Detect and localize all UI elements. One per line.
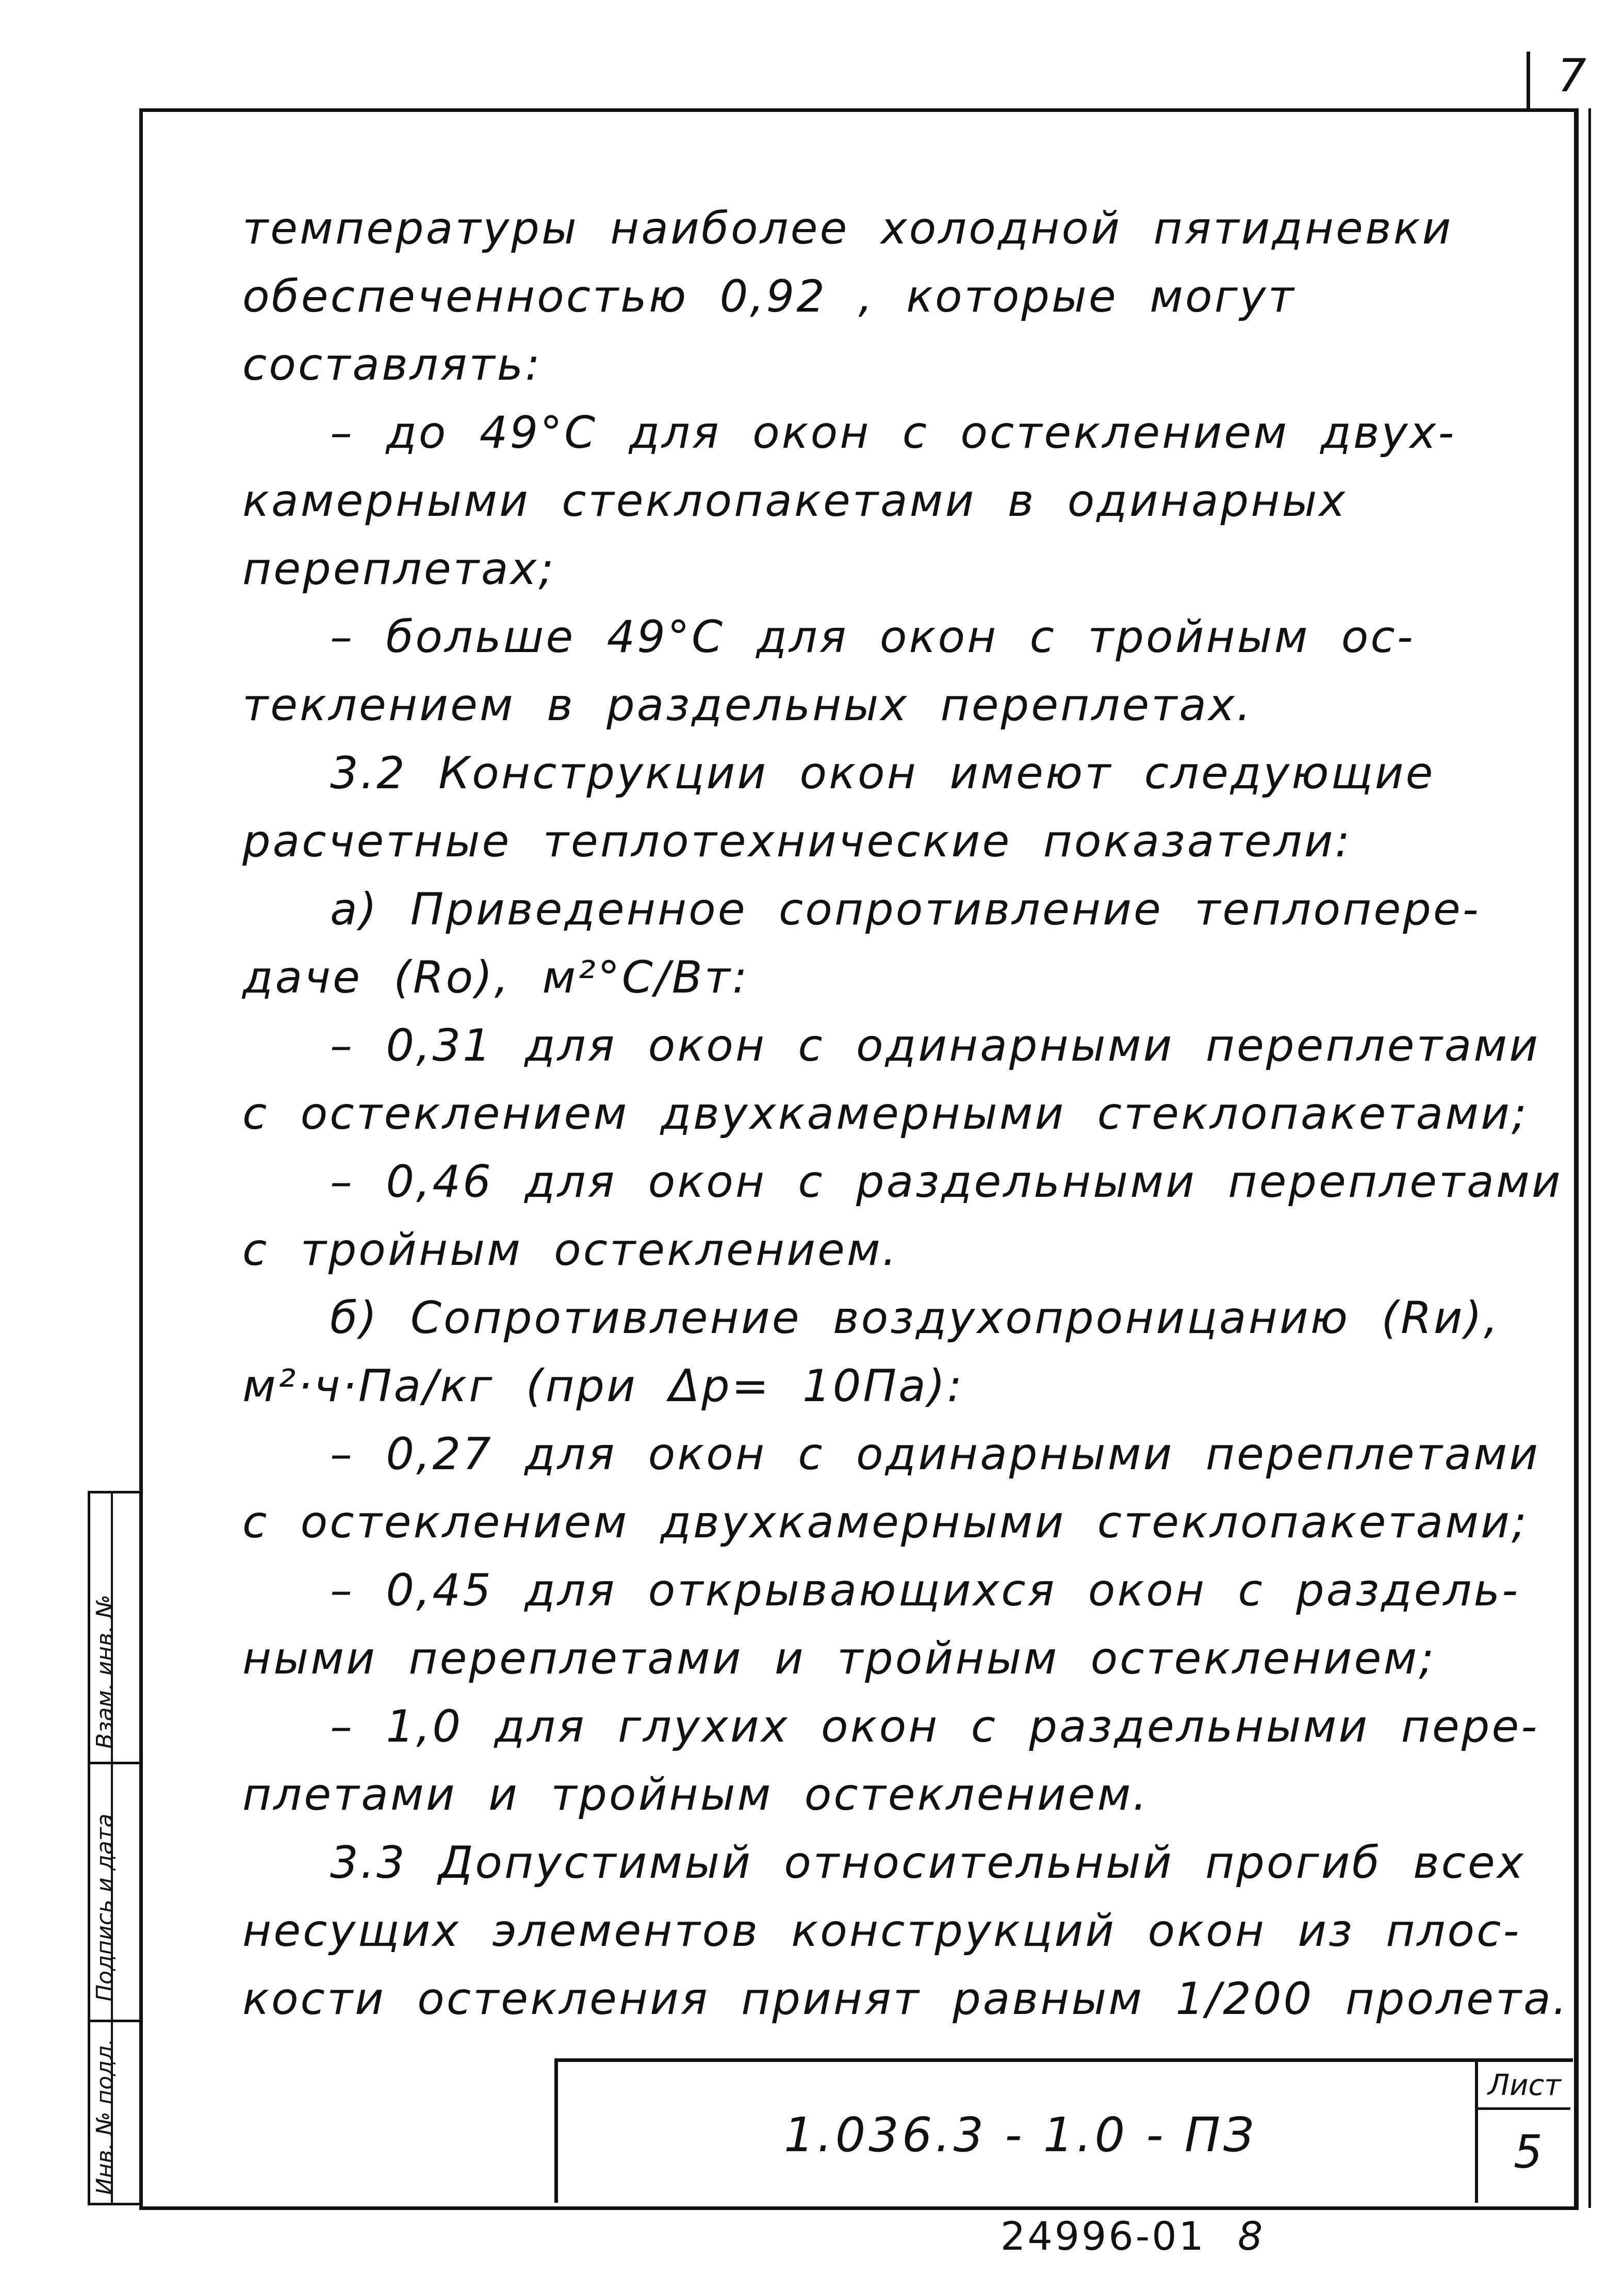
sheet-label: Лист <box>1488 2069 1561 2102</box>
document-code: 1.036.3 - 1.0 - ПЗ <box>784 2107 1257 2163</box>
text-line: с остеклением двухкамерными стеклопакетами; <box>242 1088 1529 1140</box>
text-line: – 0,27 для окон с одинарными переплетами <box>330 1428 1540 1480</box>
corner-divider <box>1527 52 1530 111</box>
text-line: с остеклением двухкамерными стеклопакетами; <box>242 1497 1529 1548</box>
sidebar-replaces-inv-no: Взам. инв. № <box>92 1595 118 1749</box>
text-line: б) Сопротивление воздухопроницанию (Rи), <box>330 1292 1500 1344</box>
text-line: – 0,31 для окон с одинарными переплетами <box>330 1020 1540 1071</box>
text-line: составлять: <box>242 339 543 391</box>
text-line: переплетах; <box>242 543 556 595</box>
sheet-cell-divider <box>1475 2058 1478 2203</box>
text-line: – до 49°С для окон с остеклением двух- <box>330 407 1456 459</box>
archive-extra-number: 8 <box>1238 2213 1263 2259</box>
frame-right-edge <box>1588 108 1591 2208</box>
text-line: – 0,45 для открывающихся окон с раздель- <box>330 1565 1520 1616</box>
sheet-number: 5 <box>1514 2125 1543 2179</box>
sidebar-inv-no-orig: Инв. № подл. <box>92 2038 118 2195</box>
corner-page-number: 7 <box>1557 49 1586 102</box>
text-line: – 0,46 для окон с раздельными переплетами <box>330 1156 1563 1208</box>
sidebar-border <box>88 1491 90 2205</box>
text-line: обеспеченностью 0,92 , которые могут <box>242 271 1296 322</box>
text-line: ными переплетами и тройным остеклением; <box>242 1633 1436 1684</box>
sidebar-border-top <box>88 1491 142 1493</box>
section-heading-3-2: 3.2 Конструкции окон имеют следующие <box>330 748 1435 799</box>
text-line: несущих элементов конструкций окон из плос- <box>242 1905 1521 1957</box>
sidebar-divider-1 <box>88 1762 142 1764</box>
text-line: теклением в раздельных переплетах. <box>242 679 1253 731</box>
text-line: а) Приведенное сопротивление теплопере- <box>330 884 1481 935</box>
sidebar-signature-date: Подпись и дата <box>92 1813 118 2002</box>
text-line: кости остекления принят равным 1/200 пролета. <box>242 1973 1569 2025</box>
text-line: – 1,0 для глухих окон с раздельными пере- <box>330 1701 1539 1752</box>
text-line: расчетные теплотехнические показатели: <box>242 816 1352 867</box>
sidebar-border-bottom <box>88 2203 142 2205</box>
section-heading-3-3: 3.3 Допустимый относительный прогиб всех <box>330 1837 1525 1889</box>
text-line: с тройным остеклением. <box>242 1224 899 1276</box>
title-block-left-edge <box>554 2058 558 2203</box>
text-line: даче (Rо), м²°С/Вт: <box>242 952 749 1003</box>
text-line: камерными стеклопакетами в одинарных <box>242 475 1348 527</box>
text-line: температуры наиболее холодной пятидневки <box>242 203 1453 254</box>
text-line: плетами и тройным остеклением. <box>242 1769 1149 1821</box>
text-line: – больше 49°С для окон с тройным ос- <box>330 611 1415 663</box>
sheet-cell-divider-h <box>1475 2107 1570 2110</box>
archive-number: 24996-01 <box>1000 2213 1206 2259</box>
text-line: м²·ч·Па/кг (при Δр= 10Па): <box>242 1360 964 1412</box>
sidebar-divider-2 <box>88 2020 142 2022</box>
title-block-top-edge <box>554 2058 1573 2062</box>
body-text <box>242 203 1569 2045</box>
